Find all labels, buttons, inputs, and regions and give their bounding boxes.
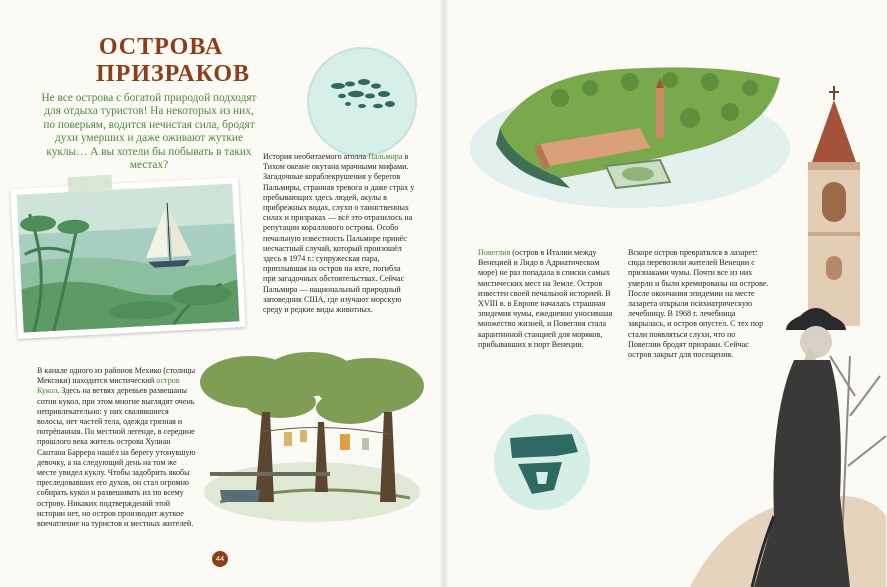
poveglia-name: Повеглия (478, 248, 511, 257)
poveglia-paragraph-2: Вскоре остров превратился в лазарет: сюда перевозили жителей Венеции с признаками чумы. Почти все из них умерли и были кремированы на острове. После окончания эпидемии на месте лазарета открыли психиатрическую лечебницу. В 1968 г. лечебница закрылась, и остров опустел. С тех пор стали появляться слухи, что по Повеглии бродят призраки. Сейчас остров закрыт для посещения. (628, 248, 769, 360)
doll-island-paragraph (37, 366, 197, 529)
doll-island-name: остров Кукол (37, 376, 180, 396)
lead-paragraph: Не все острова с богатой природой подходят для отдыха туристов! На некоторых из них, по поверьям, водится нечистая сила, бродят духи умерших и даже оживают жуткие куклы… А вы хотели бы побывать в таких местах? (41, 92, 257, 172)
poveglia-map-illustration (492, 412, 592, 512)
palmyra-intro: История необитаемого атолла (263, 152, 367, 161)
doll-island-illustration (200, 352, 425, 532)
poveglia-paragraph (478, 248, 614, 350)
palmyra-name: Пальмира (368, 152, 403, 161)
doll-island-intro: В канале одного из районов Мехико (столицы Мексики) находится мистический (37, 366, 196, 386)
poveglia-island-illustration (470, 48, 790, 216)
palmyra-paragraph (263, 152, 415, 315)
palmyra-text: в Тихом океане окутана мрачными мифами. Загадочные кораблекрушения у берегов Пальмиры, странная тревога и даже страх у пребывающих здесь людей, акулы в прибрежных водах, слухи о таинственных силах и призраках — всё это отразилось на репутации кораллового острова. Особо печальную известность Пальмире принёс несчастный случай, который произошёл здесь в 1974 г.: супружеская пара, приплывшая на остров на яхте, погибла при загадочных обстоятельствах. Сейчас Пальмира — национальный природный заповедник США, где изучают морскую среду и редкие виды животных. (263, 152, 415, 315)
plague-doctor-illustration (690, 296, 886, 587)
bell-tower-illustration (802, 86, 866, 326)
doll-island-text: . Здесь на ветвях деревьев развешаны сотни кукол, при этом многие выглядят очень непривлекательно: у них свалявшиеся волосы, нет частей тела, одежда грязная и потрёпанная. По местной легенде, в середине прошлого века житель острова Хулиан Сантана Баррера нашёл на берегу утонувшую девочку, а на следующий день на том же месте увидел куклу. Чтобы задобрить якобы преследовавших его духов, он стал огромно собирать кукол и развешивать их по всему острову. Никаких подтверждений этой истории нет, но остров производит жуткое впечатление на туристов и местных жителей. (37, 386, 196, 529)
gutter (440, 0, 448, 587)
page-number: 44 (212, 551, 228, 567)
poveglia-text: (остров в Италии между Венецией и Лидо в Адриатическом море) не раз попадала в списки самых мистических мест на Земле. Остров известен своей печальной историей. В XVIII в. в Европе началась страшная эпидемия чумы, ежедневно уносившая множество жизней, и Повеглия стала карантинной станцией для моряков, прибывавших в порт Венеции. (478, 248, 613, 349)
sailboat-scene (17, 183, 240, 332)
page-title: ОСТРОВА ПРИЗРАКОВ (96, 34, 251, 87)
photo-tape (68, 174, 113, 192)
palmyra-atoll-illustration (306, 46, 418, 158)
sailboat-photo (10, 177, 246, 339)
